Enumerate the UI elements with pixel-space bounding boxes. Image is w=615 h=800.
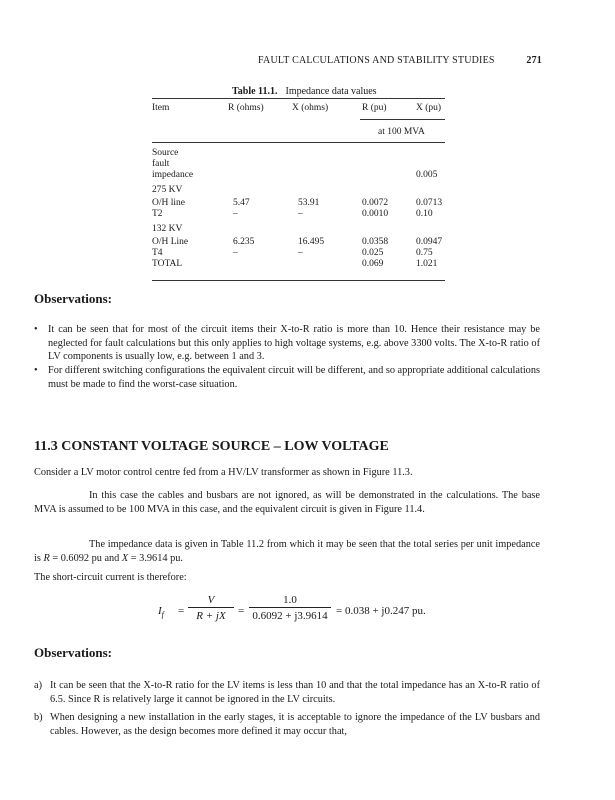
item-label: a) bbox=[34, 680, 42, 691]
bullet-text: For different switching configurations the equivalent circuit will be different, and so appropriate additional calculations must be made to find the worst-case situation. bbox=[48, 365, 540, 390]
table-cell-x-ohm: 16.495 bbox=[298, 237, 325, 247]
table-cell-item: O/H Line bbox=[152, 237, 189, 247]
table-cell-x-ohm: 53.91 bbox=[298, 198, 320, 208]
page-number: 271 bbox=[526, 55, 542, 66]
item-text: When designing a new installation in the early stages, it is acceptable to ignore the impedance of the LV busbars and cables. However, as the design becomes more defined it may occur that, bbox=[50, 712, 540, 738]
eq-fraction-2-numerator: 1.0 bbox=[249, 594, 331, 608]
table-cell-item: 275 KV bbox=[152, 185, 183, 195]
table-cell-r-pu: 0.0010 bbox=[362, 209, 389, 219]
list-item bbox=[34, 364, 540, 391]
col-header-r-ohms: R (ohms) bbox=[228, 103, 264, 113]
list-item bbox=[34, 679, 540, 706]
item-text: It can be seen that the X-to-R ratio for the LV items is less than 10 and that the total impedance has an X-to-R ratio of 6.5. Since R is relatively large it cannot be ignored in the LV circuits. bbox=[50, 680, 540, 705]
short-circuit-equation bbox=[158, 594, 458, 630]
eq-fraction-2-denominator: 0.6092 + j3.9614 bbox=[252, 610, 328, 622]
paragraph: The short-circuit current is therefore: bbox=[34, 572, 187, 583]
list-item bbox=[34, 323, 540, 364]
table-cell-x-pu: 0.75 bbox=[416, 248, 433, 258]
observations-heading-1: Observations: bbox=[34, 291, 112, 306]
col-header-x-pu: X (pu) bbox=[416, 103, 442, 113]
eq-fraction-2 bbox=[249, 594, 331, 622]
bullet-text: It can be seen that for most of the circuit items their X-to-R ratio is more than 10. Hence their resistance may be neglected for fault calculations but this only applies to high voltage systems, e.g. above 3300 volts. The X-to-R ratio of LV components is usually low, e.g. between 1 and 3. bbox=[48, 324, 540, 363]
table-cell-r-ohm: – bbox=[233, 209, 238, 219]
eq-fraction-1 bbox=[188, 594, 234, 622]
table-cell-x-pu: 1.021 bbox=[416, 259, 438, 269]
table-cell-r-pu: 0.0358 bbox=[362, 237, 389, 247]
table-cell-item: Source bbox=[152, 148, 179, 158]
table-cell-x-pu: 0.0713 bbox=[416, 198, 443, 208]
table-caption bbox=[232, 86, 377, 97]
running-title: FAULT CALCULATIONS AND STABILITY STUDIES bbox=[258, 55, 495, 66]
table-cell-item: fault bbox=[152, 159, 170, 169]
eq-equals-2: = bbox=[238, 605, 245, 617]
paragraph: In this case the cables and busbars are not ignored, as will be demonstrated in the calculations. The base MVA is assumed to be 100 MVA in this case, and the equivalent circuit is given in Figure 11.4. bbox=[34, 490, 540, 515]
list-item bbox=[34, 711, 540, 738]
col-subheader: at 100 MVA bbox=[378, 127, 425, 137]
table-cell-item: T2 bbox=[152, 209, 163, 219]
table-bottom-rule bbox=[152, 280, 445, 281]
col-header-item: Item bbox=[152, 103, 170, 113]
table-cell-x-ohm: – bbox=[298, 248, 303, 258]
item-label: b) bbox=[34, 712, 43, 724]
table-cell-item: TOTAL bbox=[152, 259, 183, 269]
observations-lettered-list bbox=[34, 679, 540, 744]
table-cell-x-pu: 0.10 bbox=[416, 209, 433, 219]
table-cell-item: 132 KV bbox=[152, 224, 183, 234]
eq-fraction-1-denominator: R + jX bbox=[196, 610, 226, 622]
paragraph: The impedance data is given in Table 11.2 from which it may be seen that the total series per unit impedance is R = 0.6092 pu and X = 3.9614 pu. bbox=[34, 539, 540, 564]
table-cell-x-pu: 0.005 bbox=[416, 170, 438, 180]
table-cell-r-ohm: 5.47 bbox=[233, 198, 250, 208]
table-cell-r-pu: 0.0072 bbox=[362, 198, 389, 208]
table-cell-r-ohm: – bbox=[233, 248, 238, 258]
subheader-rule bbox=[360, 119, 445, 120]
bullet-icon: • bbox=[34, 365, 38, 377]
table-cell-item: T4 bbox=[152, 248, 163, 258]
table-cell-item: impedance bbox=[152, 170, 194, 180]
table-cell-r-ohm: 6.235 bbox=[233, 237, 255, 247]
table-header-rule bbox=[152, 142, 445, 143]
table-caption-text: Impedance data values bbox=[285, 86, 377, 97]
table-cell-x-pu: 0.0947 bbox=[416, 237, 443, 247]
eq-lhs: $I_f$ bbox=[158, 605, 164, 620]
observations-bullet-list bbox=[34, 323, 540, 392]
col-header-r-pu: R (pu) bbox=[362, 103, 387, 113]
section-heading: 11.3 CONSTANT VOLTAGE SOURCE – LOW VOLTAGE bbox=[34, 439, 389, 454]
bullet-icon: • bbox=[34, 324, 38, 335]
table-cell-r-pu: 0.069 bbox=[362, 259, 384, 269]
col-header-x-ohms: X (ohms) bbox=[292, 103, 329, 113]
observations-heading-2: Observations: bbox=[34, 645, 112, 660]
table-cell-r-pu: 0.025 bbox=[362, 248, 384, 258]
table-cell-item: O/H line bbox=[152, 198, 185, 208]
eq-fraction-1-numerator: V bbox=[188, 594, 234, 608]
table-cell-x-ohm: – bbox=[298, 209, 303, 219]
paragraph: Consider a LV motor control centre fed from a HV/LV transformer as shown in Figure 11.3. bbox=[34, 467, 413, 478]
eq-result: = 0.038 + j0.247 pu. bbox=[336, 605, 426, 617]
eq-equals-1: = bbox=[178, 605, 185, 617]
table-top-rule bbox=[152, 98, 445, 99]
table-caption-label: Table 11.1. bbox=[232, 86, 278, 97]
